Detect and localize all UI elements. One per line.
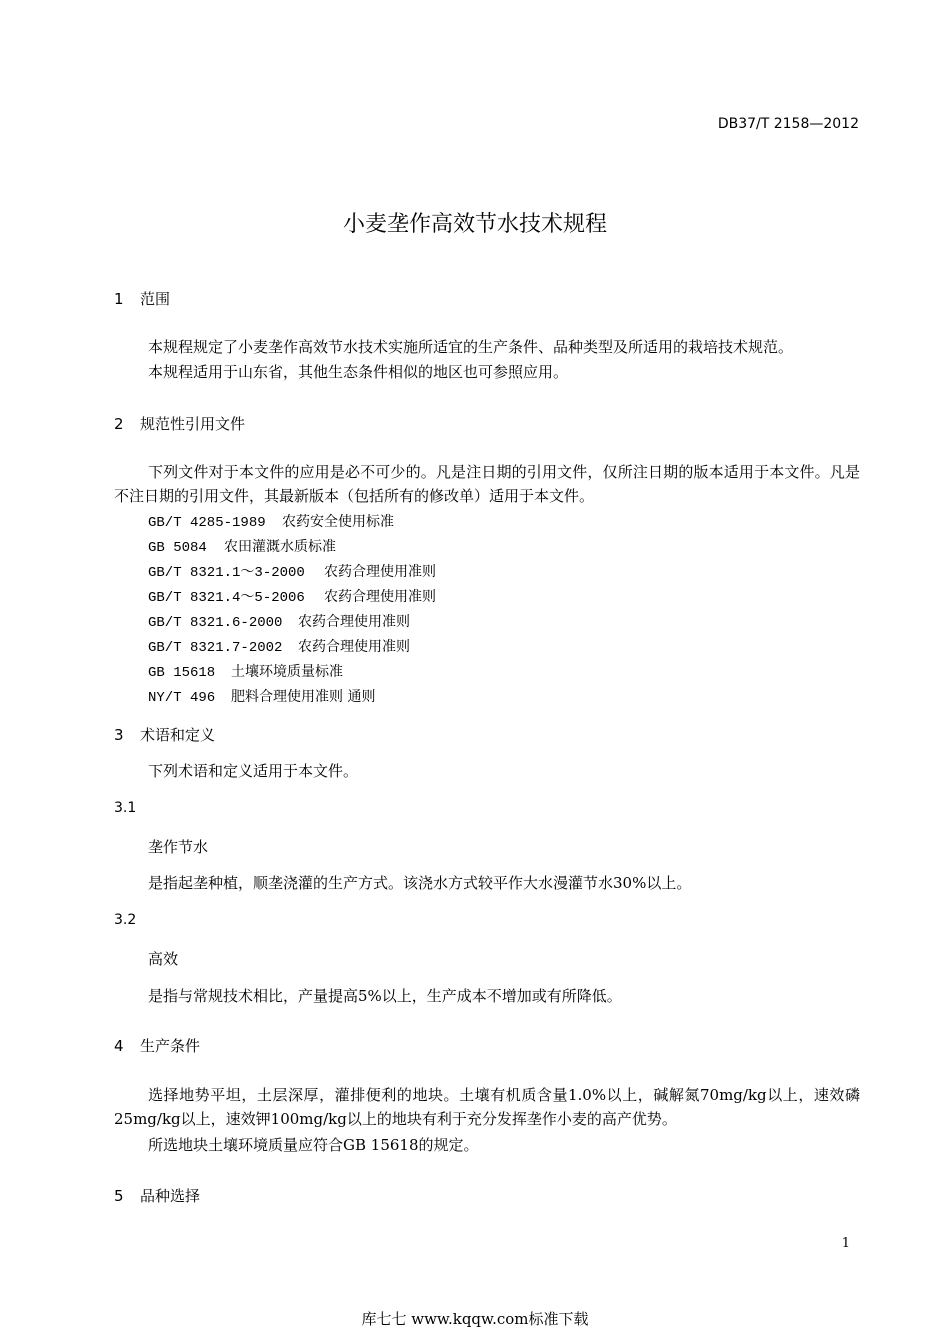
section-3-heading — [114, 724, 215, 745]
section-4-paragraph-2: 所选地块土壤环境质量应符合GB 15618的规定。 — [148, 1136, 479, 1154]
reference-title: 肥料合理使用准则 通则 — [231, 689, 376, 705]
reference-title: 农药安全使用标准 — [282, 514, 394, 530]
section-1-heading — [114, 288, 170, 309]
term-name: 垄作节水 — [148, 838, 209, 856]
section-number: 5 — [114, 1187, 124, 1205]
reference-item — [148, 511, 394, 531]
footer-watermark: 库七七 www.kqqw.com标准下载 — [361, 1310, 589, 1328]
reference-code: GB/T 4285-1989 — [148, 515, 266, 531]
reference-item — [148, 536, 336, 556]
reference-title: 农药合理使用准则 — [298, 639, 410, 655]
reference-code: NY/T 496 — [148, 690, 216, 706]
section-number: 3 — [114, 726, 124, 744]
term-number: 3.1 — [114, 800, 137, 816]
document-title: 小麦垄作高效节水技术规程 — [342, 212, 607, 237]
reference-title: 农药合理使用准则 — [298, 614, 410, 630]
section-3-intro: 下列术语和定义适用于本文件。 — [148, 762, 359, 780]
reference-title: 农田灌溉水质标准 — [224, 539, 336, 555]
section-5-heading — [114, 1185, 200, 1206]
reference-code: GB 15618 — [148, 665, 216, 681]
section-2-heading — [114, 413, 245, 434]
section-number: 4 — [114, 1037, 124, 1055]
document-number: DB37/T 2158—2012 — [717, 116, 859, 132]
section-number: 1 — [114, 290, 124, 308]
section-2-intro: 下列文件对于本文件的应用是必不可少的。凡是注日期的引用文件，仅所注日期的版本适用于本文件。凡是不注日期的引用文件，其最新版本（包括所有的修改单）适用于本文件。 — [114, 463, 860, 505]
term-name: 高效 — [148, 950, 179, 968]
reference-title: 农药合理使用准则 — [324, 564, 436, 580]
section-title: 规范性引用文件 — [140, 415, 246, 433]
term-number: 3.2 — [114, 912, 137, 928]
reference-code: GB 5084 — [148, 540, 207, 556]
section-title: 术语和定义 — [140, 726, 216, 744]
reference-item — [148, 636, 410, 656]
section-4-paragraph-1: 选择地势平坦，土层深厚，灌排便利的地块。土壤有机质含量1.0%以上，碱解氮70mg/kg以上，速效磷25mg/kg以上，速效钾100mg/kg以上的地块有利于充分发挥垄作小麦的高产优势。 — [114, 1086, 860, 1128]
reference-title: 农药合理使用准则 — [324, 589, 436, 605]
section-1-paragraph-2: 本规程适用于山东省，其他生态条件相似的地区也可参照应用。 — [148, 363, 569, 381]
reference-item — [148, 586, 436, 606]
section-4-heading — [114, 1035, 200, 1056]
term-definition: 是指起垄种植，顺垄浇灌的生产方式。该浇水方式较平作大水漫灌节水30%以上。 — [148, 874, 692, 892]
term-definition: 是指与常规技术相比，产量提高5%以上，生产成本不增加或有所降低。 — [148, 987, 622, 1005]
reference-code: GB/T 8321.1～3-2000 — [148, 565, 305, 581]
page-number: 1 — [841, 1236, 850, 1251]
reference-code: GB/T 8321.6-2000 — [148, 615, 283, 631]
reference-title: 土壤环境质量标准 — [231, 664, 343, 680]
reference-code: GB/T 8321.4～5-2006 — [148, 590, 305, 606]
section-title: 品种选择 — [140, 1187, 201, 1205]
section-number: 2 — [114, 415, 124, 433]
section-title: 范围 — [140, 290, 171, 308]
section-1-paragraph-1: 本规程规定了小麦垄作高效节水技术实施所适宜的生产条件、品种类型及所适用的栽培技术规范。 — [148, 338, 794, 356]
reference-item — [148, 561, 436, 581]
reference-code: GB/T 8321.7-2002 — [148, 640, 283, 656]
reference-item — [148, 686, 375, 706]
reference-item — [148, 661, 343, 681]
reference-item — [148, 611, 410, 631]
section-title: 生产条件 — [140, 1037, 201, 1055]
